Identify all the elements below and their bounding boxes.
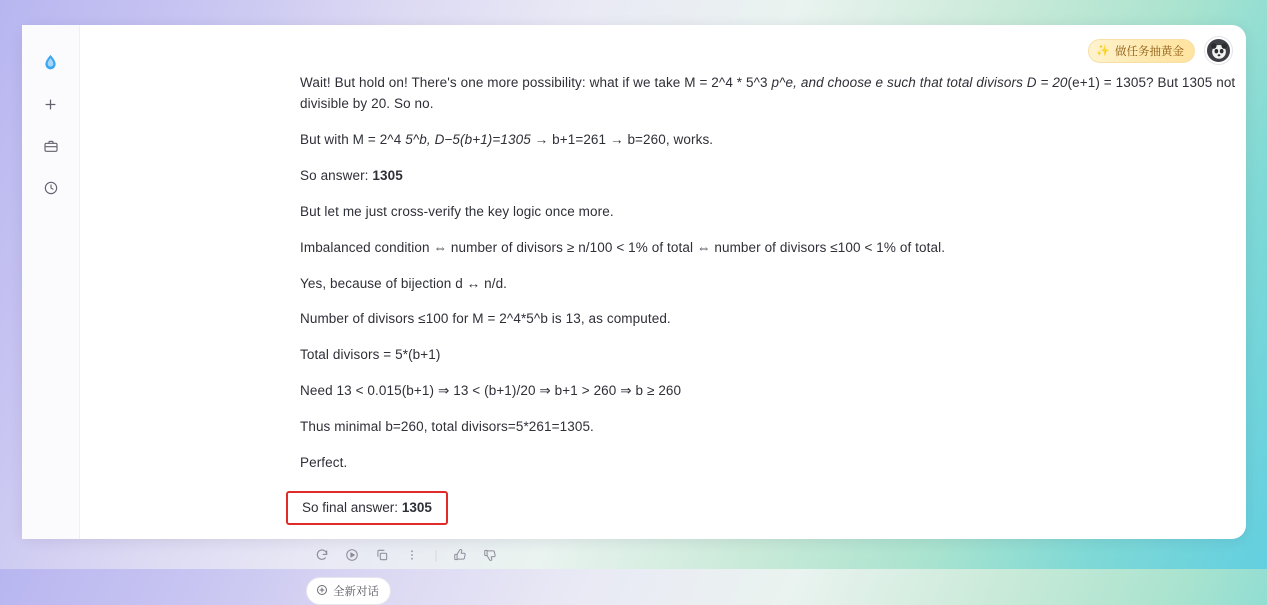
message-paragraph: Thus minimal b=260, total divisors=5*261=1305.	[300, 419, 594, 435]
action-divider: |	[434, 548, 438, 563]
text-segment: But with M = 2^4	[300, 131, 406, 147]
message-paragraph	[300, 166, 1250, 187]
history-icon[interactable]	[36, 173, 66, 203]
app-window	[22, 25, 1246, 599]
new-chat-button[interactable]	[36, 89, 66, 119]
answer-value: 1305	[372, 167, 403, 183]
play-audio-icon[interactable]	[344, 547, 360, 563]
sparkle-icon: ✨	[1096, 45, 1110, 57]
thumbs-up-icon[interactable]	[452, 547, 468, 563]
final-answer-highlight	[286, 491, 448, 525]
text-segment: → b+1=261 → b=260, works.	[530, 131, 714, 147]
left-sidebar	[22, 25, 80, 539]
main-content	[80, 25, 1246, 599]
promo-label: 做任务抽黄金	[1115, 45, 1184, 58]
text-segment: So answer:	[300, 167, 373, 183]
thumbs-down-icon[interactable]	[482, 547, 498, 563]
message-paragraph: Yes, because of bijection d ↔ n/d.	[300, 275, 508, 291]
message-paragraph	[300, 130, 1250, 151]
new-conversation-chip[interactable]	[306, 577, 391, 605]
final-answer-label: So final answer:	[302, 500, 402, 516]
top-right-widgets	[1088, 37, 1232, 64]
copy-icon[interactable]	[374, 547, 390, 563]
final-answer-value: 1305	[401, 500, 432, 516]
message-paragraph: Perfect.	[300, 455, 348, 471]
message-paragraph: But let me just cross-verify the key logic once more.	[300, 203, 614, 219]
message-actions	[314, 547, 1250, 563]
plus-circle-icon	[316, 584, 328, 599]
message-paragraph: Total divisors = 5*(b+1)	[300, 347, 441, 363]
message-paragraph: Number of divisors ≤100 for M = 2^4*5^b is 13, as computed.	[300, 311, 671, 327]
text-segment-italic: p^e, and choose e such that total divisors D = 20	[771, 75, 1068, 90]
more-options-icon[interactable]	[404, 547, 420, 563]
regenerate-icon[interactable]	[314, 547, 330, 563]
message-paragraph: Imbalanced condition ⇔ number of divisors ≥ n/100 < 1% of total ⇔ number of divisors ≤100 < 1% of total.	[300, 239, 946, 255]
message-paragraph	[300, 73, 1250, 115]
app-logo[interactable]	[36, 47, 66, 77]
new-conversation-label: 全新对话	[333, 586, 379, 599]
message-paragraph: Need 13 < 0.015(b+1) ⇒ 13 < (b+1)/20 ⇒ b+1 > 260 ⇒ b ≥ 260	[300, 383, 682, 399]
conversation-body	[300, 73, 1250, 605]
avatar[interactable]	[1205, 37, 1232, 64]
text-segment: (e+1) = 1305? But 1305 not divisible by 20. So no.	[300, 75, 1236, 111]
toolbox-icon[interactable]	[36, 131, 66, 161]
promo-banner[interactable]	[1088, 39, 1195, 63]
text-segment: Wait! But hold on! There's one more possibility: what if we take M = 2^4 * 5^3	[300, 75, 772, 90]
text-segment-italic: 5^b, D−5(b+1)=1305	[405, 131, 531, 147]
